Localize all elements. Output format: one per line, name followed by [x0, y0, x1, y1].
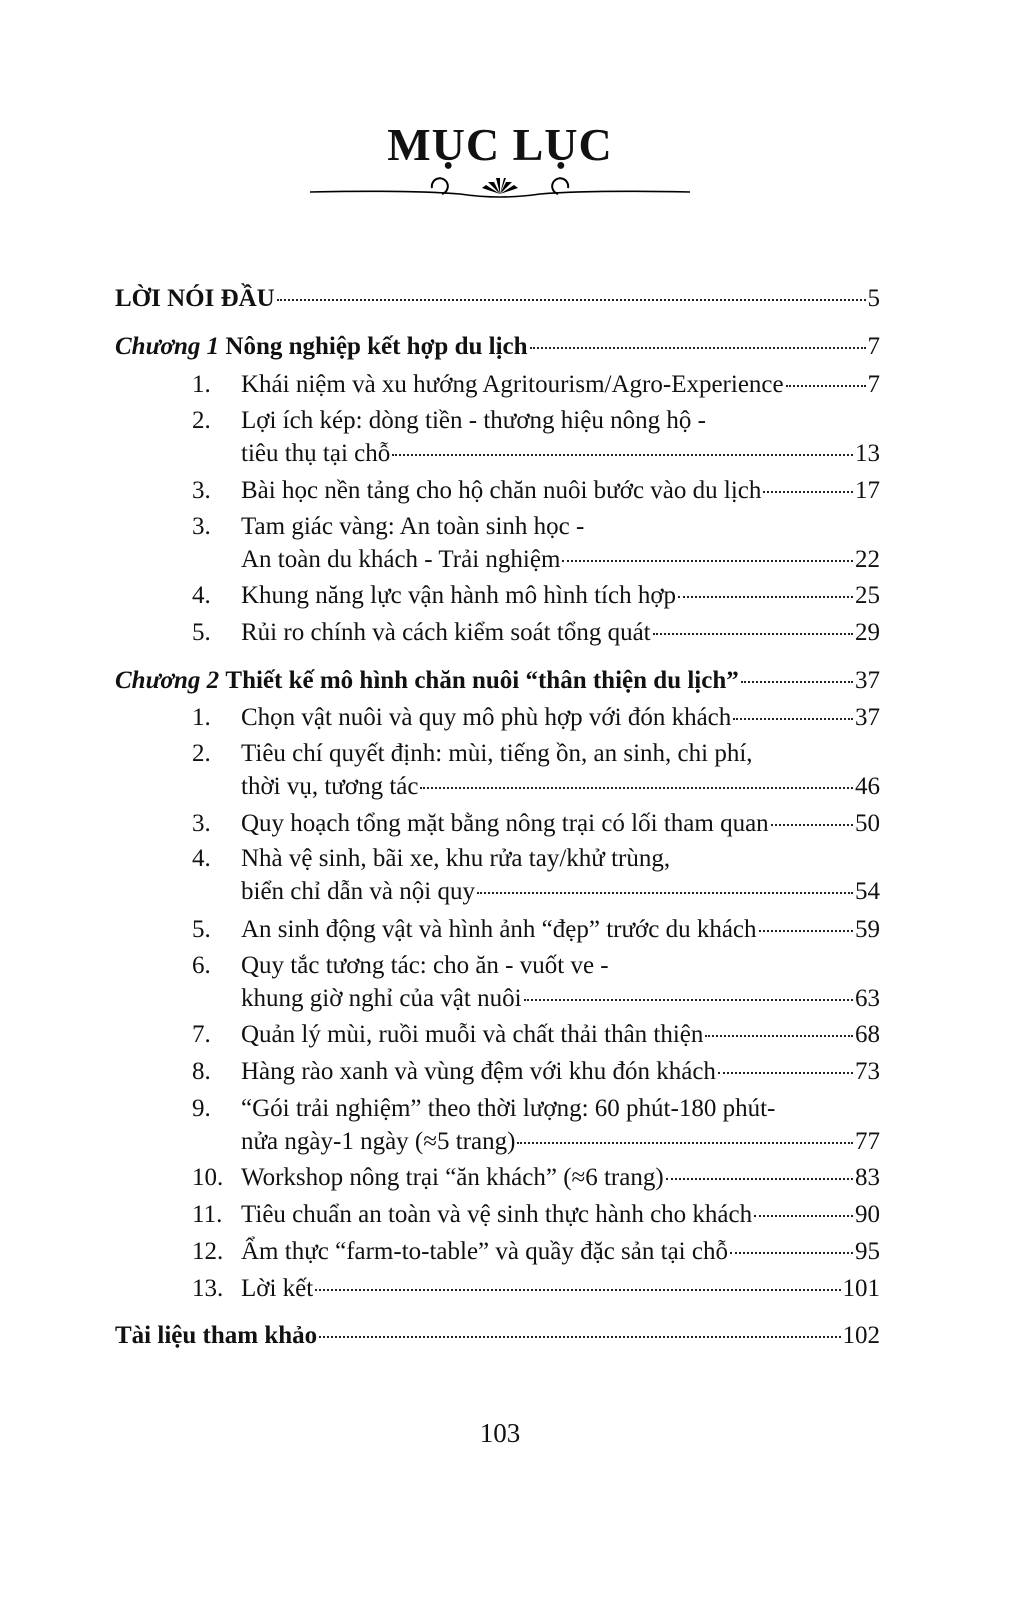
toc-entry-section — [192, 1161, 880, 1194]
section-title-line2: An toàn du khách - Trải nghiệm — [241, 546, 561, 573]
toc-line — [241, 982, 880, 1015]
entry-body — [241, 842, 880, 908]
toc-line — [241, 543, 880, 576]
dot-leader — [730, 1252, 853, 1254]
section-title: Tiêu chuẩn an toàn và vệ sinh thực hành cho khách — [241, 1201, 753, 1228]
toc-line — [241, 437, 880, 470]
dot-leader — [678, 596, 853, 598]
dot-leader — [477, 892, 853, 894]
section-title-line2: tiêu thụ tại chỗ — [241, 440, 391, 467]
page-ref: 54 — [855, 878, 880, 905]
toc-line — [241, 368, 880, 401]
dot-leader — [666, 1178, 853, 1180]
toc-line — [241, 949, 880, 982]
toc-line — [241, 579, 880, 612]
page-ref: 68 — [855, 1021, 880, 1048]
toc-line — [241, 875, 880, 908]
section-title-line1: Nhà vệ sinh, bãi xe, khu rửa tay/khử trùng, — [241, 845, 671, 872]
toc-entry-section — [192, 1055, 880, 1088]
page-ref: 102 — [842, 1322, 880, 1349]
section-number: 3. — [192, 477, 211, 504]
entry-body — [241, 1018, 880, 1051]
entry-body — [241, 1198, 880, 1231]
toc-entry-chapter — [115, 330, 880, 363]
section-title: Quy hoạch tổng mặt bằng nông trại có lối tham quan — [241, 810, 769, 837]
dot-leader — [733, 718, 853, 720]
toc-line — [241, 807, 880, 840]
section-number: 3. — [192, 513, 211, 540]
entry-body — [241, 368, 880, 401]
toc-line — [115, 282, 880, 315]
page-ref: 17 — [855, 477, 880, 504]
chapter-title: Nông nghiệp kết hợp du lịch — [225, 333, 528, 360]
toc-line — [241, 701, 880, 734]
toc-entry-section — [192, 1018, 880, 1051]
section-number: 2. — [192, 407, 211, 434]
toc-line — [115, 664, 880, 697]
toc-entry-chapter — [115, 664, 880, 697]
section-title: Hàng rào xanh và vùng đệm với khu đón khách — [241, 1058, 716, 1085]
section-title-line2: thời vụ, tương tác — [241, 773, 419, 800]
chapter-prefix: Chương 2 — [115, 667, 220, 694]
dot-leader — [763, 491, 853, 493]
entry-body — [115, 330, 880, 363]
toc-line — [241, 1055, 880, 1088]
entry-body — [241, 1055, 880, 1088]
section-title: Workshop nông trại “ăn khách” (≈6 trang) — [241, 1164, 664, 1191]
toc-entry-section — [192, 842, 880, 908]
chapter-title: Thiết kế mô hình chăn nuôi “thân thiện du lịch” — [225, 667, 739, 694]
entry-body — [241, 579, 880, 612]
toc-line — [115, 330, 880, 363]
entry-body — [115, 1319, 880, 1352]
section-number: 3. — [192, 810, 211, 837]
dot-leader — [705, 1035, 853, 1037]
section-number: 1. — [192, 704, 211, 731]
page-ref: 7 — [867, 333, 880, 360]
chapter-prefix: Chương 1 — [115, 333, 220, 360]
section-number: 11. — [192, 1201, 223, 1228]
dot-leader — [741, 681, 853, 683]
entry-body — [241, 949, 880, 1015]
section-title: Ẩm thực “farm-to-table” và quầy đặc sản tại chỗ — [241, 1238, 728, 1265]
toc-line — [241, 1161, 880, 1194]
section-title: Khung năng lực vận hành mô hình tích hợp — [241, 582, 677, 609]
section-number: 9. — [192, 1095, 211, 1122]
toc-entry-section — [192, 579, 880, 612]
entry-body — [241, 510, 880, 576]
section-number: 8. — [192, 1058, 211, 1085]
entry-title: Tài liệu tham khảo — [115, 1322, 318, 1349]
dot-leader — [277, 299, 866, 301]
dot-leader — [517, 1142, 853, 1144]
entry-body — [241, 701, 880, 734]
section-title: Khái niệm và xu hướng Agritourism/Agro-Experience — [241, 371, 784, 398]
page-ref: 29 — [855, 619, 880, 646]
toc-entry-section — [192, 949, 880, 1015]
section-title-line1: Tiêu chí quyết định: mùi, tiếng ồn, an sinh, chi phí, — [241, 740, 753, 767]
page-ref: 13 — [855, 440, 880, 467]
entry-body — [241, 913, 880, 946]
entry-body — [241, 737, 880, 803]
toc-entry-section — [192, 913, 880, 946]
toc-line — [241, 1235, 880, 1268]
dot-leader — [315, 1289, 840, 1291]
dot-leader — [530, 347, 866, 349]
section-title: Rủi ro chính và cách kiểm soát tổng quát — [241, 619, 651, 646]
entry-body — [241, 404, 880, 470]
section-number: 10. — [192, 1164, 224, 1191]
page-ref: 90 — [855, 1201, 880, 1228]
dot-leader — [653, 633, 853, 635]
dot-leader — [562, 560, 853, 562]
toc-line — [241, 1272, 880, 1305]
dot-leader — [786, 385, 866, 387]
page-ref: 95 — [855, 1238, 880, 1265]
section-number: 4. — [192, 582, 211, 609]
toc-entry-section — [192, 1272, 880, 1305]
entry-body — [241, 1161, 880, 1194]
entry-body — [241, 474, 880, 507]
dot-leader — [771, 824, 853, 826]
section-title: Quản lý mùi, ruồi muỗi và chất thải thân thiện — [241, 1021, 704, 1048]
page-ref: 83 — [855, 1164, 880, 1191]
section-number: 1. — [192, 371, 211, 398]
toc-entry-section — [192, 404, 880, 470]
page-number: 103 — [479, 1418, 521, 1448]
page-ref: 7 — [867, 371, 880, 398]
entry-body — [241, 1235, 880, 1268]
entry-body — [241, 1092, 880, 1158]
dot-leader — [420, 787, 853, 789]
section-title-line2: nửa ngày-1 ngày (≈5 trang) — [241, 1128, 516, 1155]
toc-line — [241, 913, 880, 946]
toc-entry-references — [115, 1319, 880, 1352]
toc-entry-section — [192, 701, 880, 734]
page-ref: 101 — [842, 1275, 880, 1302]
section-title-line1: “Gói trải nghiệm” theo thời lượng: 60 phút-180 phút- — [241, 1095, 776, 1122]
section-title-line2: biển chỉ dẫn và nội quy — [241, 878, 475, 905]
entry-body — [115, 282, 880, 315]
dot-leader — [718, 1072, 853, 1074]
section-number: 13. — [192, 1275, 224, 1302]
page-ref: 5 — [867, 285, 880, 312]
section-number: 5. — [192, 916, 211, 943]
toc-entry-section — [192, 737, 880, 803]
page-ref: 63 — [855, 985, 880, 1012]
entry-title: LỜI NÓI ĐẦU — [115, 285, 275, 312]
entry-body — [241, 1272, 880, 1305]
section-number: 2. — [192, 740, 211, 767]
toc-line — [241, 737, 880, 770]
section-title: Lời kết — [241, 1275, 314, 1302]
section-title: Bài học nền tảng cho hộ chăn nuôi bước vào du lịch — [241, 477, 762, 504]
page-ref: 73 — [855, 1058, 880, 1085]
toc-line — [241, 1125, 880, 1158]
entry-body — [241, 616, 880, 649]
page-ref: 37 — [855, 667, 880, 694]
section-title-line1: Lợi ích kép: dòng tiền - thương hiệu nông hộ - — [241, 407, 706, 434]
page-ref: 22 — [855, 546, 880, 573]
toc-entry-section — [192, 368, 880, 401]
section-title: An sinh động vật và hình ảnh “đẹp” trước du khách — [241, 916, 757, 943]
section-number: 7. — [192, 1021, 211, 1048]
toc-line — [115, 1319, 880, 1352]
entry-body — [115, 664, 880, 697]
section-title-line1: Quy tắc tương tác: cho ăn - vuốt ve - — [241, 952, 609, 979]
toc-entry-section — [192, 616, 880, 649]
toc-line — [241, 1018, 880, 1051]
toc-entry-section — [192, 1235, 880, 1268]
section-title: Chọn vật nuôi và quy mô phù hợp với đón khách — [241, 704, 732, 731]
page-ref: 50 — [855, 810, 880, 837]
toc-entry-section — [192, 807, 880, 840]
page-title: MỤC LỤC — [387, 119, 613, 170]
toc-line — [241, 1092, 880, 1125]
dot-leader — [759, 930, 853, 932]
toc-line — [241, 404, 880, 437]
dot-leader — [754, 1215, 853, 1217]
toc-entry-preface — [115, 282, 880, 315]
ornament-divider — [310, 170, 690, 204]
toc-line — [241, 1198, 880, 1231]
dot-leader — [319, 1336, 840, 1338]
section-number: 6. — [192, 952, 211, 979]
dot-leader — [392, 454, 853, 456]
toc-entry-section — [192, 510, 880, 576]
section-title-line2: khung giờ nghỉ của vật nuôi — [241, 985, 522, 1012]
page-ref: 46 — [855, 773, 880, 800]
toc-entry-section — [192, 1092, 880, 1158]
section-title-line1: Tam giác vàng: An toàn sinh học - — [241, 513, 585, 540]
dot-leader — [524, 999, 853, 1001]
toc-entry-section — [192, 474, 880, 507]
toc-line — [241, 510, 880, 543]
entry-body — [241, 807, 880, 840]
toc-line — [241, 770, 880, 803]
toc-line — [241, 474, 880, 507]
page-ref: 37 — [855, 704, 880, 731]
section-number: 12. — [192, 1238, 224, 1265]
page-ref: 77 — [855, 1128, 880, 1155]
toc-line — [241, 842, 880, 875]
section-number: 5. — [192, 619, 211, 646]
page-ref: 59 — [855, 916, 880, 943]
toc-entry-section — [192, 1198, 880, 1231]
toc-line — [241, 616, 880, 649]
page-ref: 25 — [855, 582, 880, 609]
section-number: 4. — [192, 845, 211, 872]
